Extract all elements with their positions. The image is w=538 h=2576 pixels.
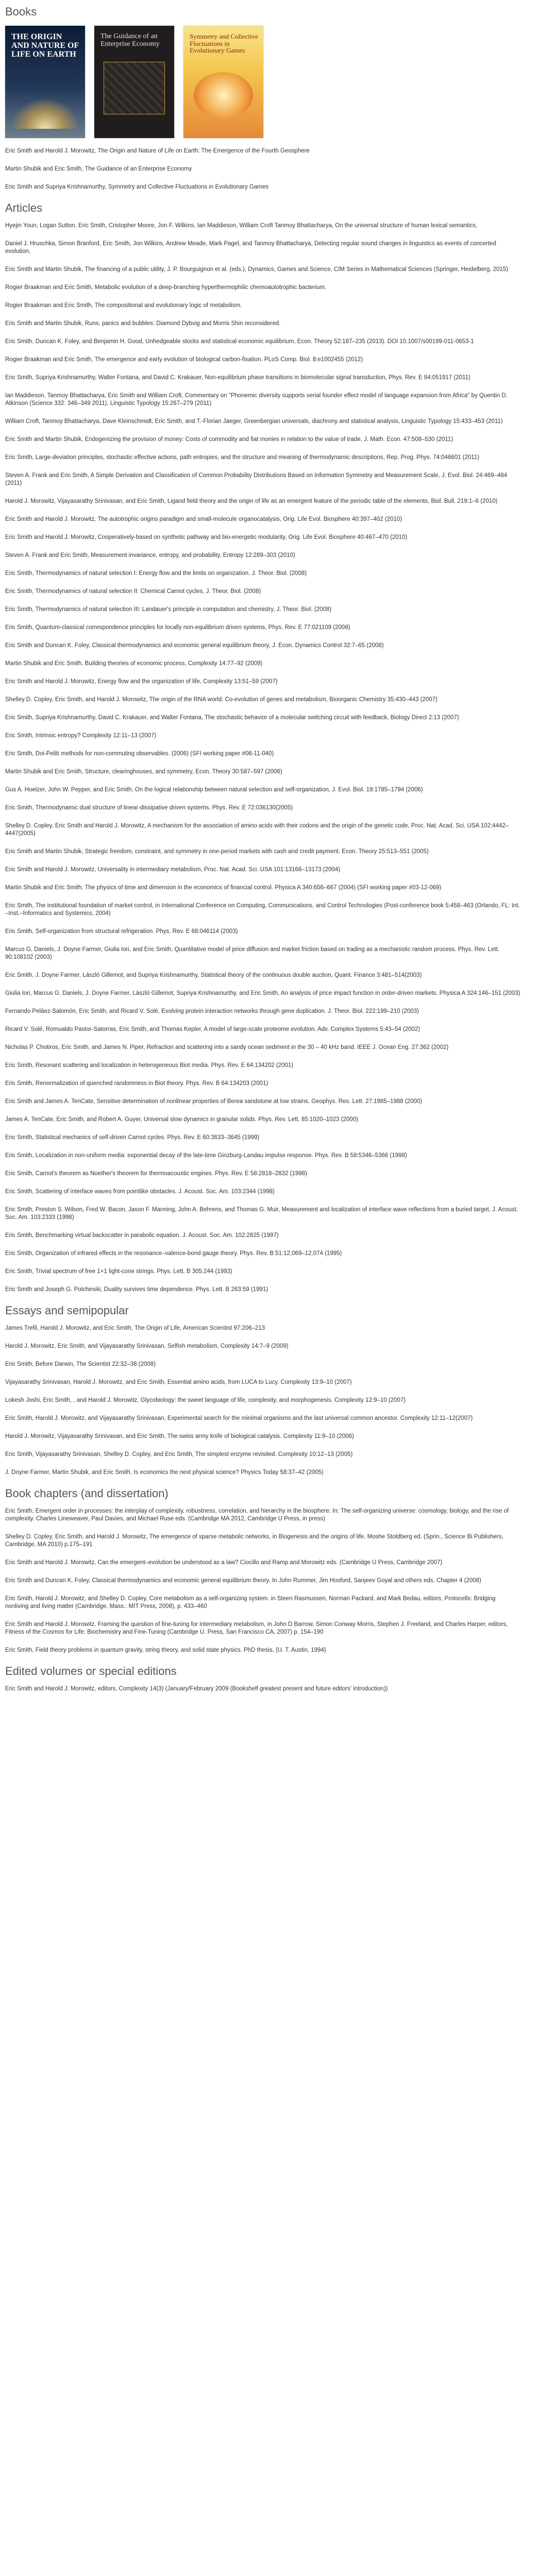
list-item[interactable]: Eric Smith, Organization of infrared effects in the resonance–valence-bond gauge theory. Phys. Rev. B 51:12,069–12,074 (1995) bbox=[5, 1250, 342, 1257]
list-item[interactable]: Eric Smith and Harold J. Morowitz, Framing the question of fine-tuning for intermediary metabolism, in John D Barrow, Simon Conway Morris, Stephen J. Freeland, and Charles Harper, editors, Fitness of the Cosmos for Life: Biochemistry and Fine-Tuning (Cambridge U. Press, San Francisco CA, 2007) p. 154–190 bbox=[5, 1621, 508, 1635]
books-list bbox=[5, 147, 533, 191]
list-item[interactable]: James A. TenCate, Eric Smith, and Robert A. Guyer, Universal slow dynamics in granular solids. Phys. Rev. Lett. 85:1020–1023 (2000) bbox=[5, 1116, 358, 1123]
list-item[interactable]: Eric Smith and Martin Shubik, Runs, panics and bubbles: Diamond Dybvig and Morris Shin reconsidered. bbox=[5, 320, 281, 327]
list-item[interactable]: Vijayasarathy Srinivasan, Harold J. Morowitz, and Eric Smith, Essential amino acids, from LUCA to Lucy. Complexity 13:9–10 (2007) bbox=[5, 1379, 352, 1385]
list-item[interactable]: Eric Smith, Thermodynamics of natural selection III: Landauer's principle in computation and chemistry, J. Theor. Biol. (2008) bbox=[5, 606, 332, 613]
list-item[interactable]: Eric Smith and James A. TenCate, Sensitive determination of nonlinear properties of Berea sandstone at low strains. Geophys. Res. Lett. 27:1985–1988 (2000) bbox=[5, 1098, 423, 1105]
list-item[interactable]: Harold J. Morowitz, Eric Smith, and Vijayasarathy Srinivasan, Selfish metabolism, Complexity 14:7–9 (2009) bbox=[5, 1343, 289, 1349]
list-item[interactable]: Eric Smith, Thermodynamic dual structure of linear-dissipative driven systems, Phys. Rev. E 72:036130(2005) bbox=[5, 805, 293, 811]
list-item[interactable]: Eric Smith and Martin Shubik, The financing of a public utility, J. P. Bourguignon et al. (eds.), Dynamics, Games and Science, CIM Series in Mathematical Sciences (Springer, Heidelberg, 2015) bbox=[5, 266, 509, 273]
list-item[interactable]: Eric Smith, Scattering of interface waves from pointlike obstacles. J. Acoust. Soc. Am. 103:2344 (1998) bbox=[5, 1189, 275, 1195]
book-cover-symmetry[interactable] bbox=[183, 26, 263, 138]
list-item[interactable]: Lokesh Joshi, Eric Smith, , and Harold J. Morowitz, Glycobiology: the sweet language of life, complexity, and morphogenesis. Complexity 12:9–10 (2007) bbox=[5, 1397, 406, 1403]
list-item[interactable]: Harold J. Morowitz, Vijayasarathy Srinivasan, and Eric Smith, The swiss army knife of biological catalysis. Complexity 11:9–10 (2006) bbox=[5, 1433, 354, 1439]
list-item[interactable]: Eric Smith and Joseph G. Polchinski, Duality survives time dependence. Phys. Lett. B 263:59 (1991) bbox=[5, 1286, 268, 1293]
list-item[interactable]: Eric Smith, Supriya Krishnamurthy, Walter Fontana, and David C. Krakauer, Non-equilibrium phase transitions in biomolecular signal transduction, Phys. Rev. E 84:051917 (2011) bbox=[5, 375, 470, 381]
list-item[interactable]: Hyejin Youn, Logan Sutton, Eric Smith, Cristopher Moore, Jon F. Wilkins, Ian Maddieson, William Croft Tanmoy Bhattacharya, On the universal structure of human lexical semantics, bbox=[5, 223, 478, 229]
articles-heading: Articles bbox=[5, 201, 43, 214]
list-item[interactable]: Steven A. Frank and Eric Smith, A Simple Derivation and Classification of Common Probability Distributions Based on Information Symmetry and Measurement Scale, J. Evol. Biol. 24:469–484 (2011) bbox=[5, 472, 508, 486]
list-item[interactable]: Eric Smith, Trivial spectrum of free 1+1 light-cone strings. Phys. Lett. B 305:244 (1993) bbox=[5, 1268, 232, 1275]
list-item[interactable]: Eric Smith, Self-organization from structural refrigeration. Phys. Rev. E 68:046114 (2003) bbox=[5, 928, 238, 935]
list-item[interactable]: Giulia Iori, Marcus G. Daniels, J. Doyne Farmer, László Gillemot, Supriya Krishnamurthy, and Eric Smith, An analysis of price impact function in order-driven markets. Physica A 324:146–151 (2003) bbox=[5, 990, 520, 996]
list-item[interactable]: Eric Smith, Vijayasarathy Srinivasan, Shelley D. Copley, and Eric Smith, The simplest enzyme revisited. Complexity 10:12–13 (2005) bbox=[5, 1451, 353, 1458]
list-item[interactable]: Eric Smith, Carnot's theorem as Noether's theorem for thermoacoustic engines. Phys. Rev. E 58:2818–2832 (1998) bbox=[5, 1171, 307, 1177]
list-item[interactable]: Martin Shubik and Eric Smith, The Guidance of an Enterprise Economy bbox=[5, 166, 192, 172]
list-item[interactable]: Eric Smith, The institutional foundation of market control, in International Conference on Computing, Communications, and Control Technologies (Post-conference book 5:458–463 (Orlando, FL: Int. –Inst.–Informatics and Systemics, 2004) bbox=[5, 903, 520, 917]
book-cover-title: Symmetry and Collective Fluctuations in Evolutionary Games bbox=[190, 32, 258, 55]
list-item[interactable]: Rogier Braakman and Eric Smith, The emergence and early evolution of biological carbon-fixation. PLoS Comp. Biol. 8:e1002455 (2012) bbox=[5, 357, 363, 363]
list-item[interactable]: Harold J. Morowitz, Vijayasarathy Srinivasan, and Eric Smith, Ligand field theory and the origin of life as an emergent feature of the periodic table of the elements, Biol. Bull. 219:1–6 (2010) bbox=[5, 498, 498, 504]
edited-list bbox=[5, 1685, 533, 1693]
list-item[interactable]: Eric Smith, Harold J. Morowitz, and Vijayasarathy Srinivasan, Experimental search for the minimal organisms and the last universal common ancestor. Complexity 12:11–12(2007) bbox=[5, 1415, 473, 1421]
list-item[interactable]: Eric Smith and Duncan K. Foley, Classical thermodynamics and economic general equilibrium theory, J. Econ. Dynamics Control 32:7–65 (2008) bbox=[5, 642, 384, 649]
list-item[interactable]: Fernando Peláez-Salomón, Eric Smith, and Ricard V. Solé, Evolving protein interaction networks through gene duplication. J. Theor. Biol. 222:199–210 (2003) bbox=[5, 1008, 419, 1014]
list-item[interactable]: Eric Smith, Large-deviation principles, stochastic effective actions, path entropies, and the structure and meaning of thermodynamic descriptions, Rep. Prog. Phys. 74:046601 (2011) bbox=[5, 454, 480, 461]
chapters-list bbox=[5, 1507, 533, 1654]
list-item[interactable]: Marcus G. Daniels, J. Doyne Farmer, Giulia Iori, and Eric Smith, Quantitative model of price diffusion and market friction based on trading as a mechanistic random process. Phys. Rev. Lett. 90:108102 (2003) bbox=[5, 946, 499, 960]
books-heading: Books bbox=[5, 5, 37, 18]
book-cover-origin-of-life[interactable] bbox=[5, 26, 85, 138]
list-item[interactable]: Eric Smith, Statistical mechanics of self-driven Carnot cycles. Phys. Rev. E 60:3633–3645 (1999) bbox=[5, 1134, 260, 1141]
list-item[interactable]: Eric Smith and Harold J. Morowitz, Cooperatively-based on synthetic pathway and bio-energetic modularity, Orig. Life Evol. Biosphere 40:467–470 (2010) bbox=[5, 534, 408, 540]
list-item[interactable]: Eric Smith and Harold J. Morowitz, The autotrophic origins paradigm and small-molecule organocatalysis, Orig. Life Evol. Biosphere 40:397–402 (2010) bbox=[5, 516, 402, 522]
list-item[interactable]: Ricard V. Solé, Romualdo Pastor-Satorras, Eric Smith, and Thomas Kepler, A model of large-scale proteome evolution. Adv. Complex Systems 5:43–54 (2002) bbox=[5, 1026, 421, 1032]
list-item[interactable]: Eric Smith, Supriya Krishnamurthy, David C. Krakauer, and Walter Fontana, The stochastic behavior of a molecular switching circuit with feedback, Biology Direct 2:13 (2007) bbox=[5, 715, 459, 721]
essays-heading: Essays and semipopular bbox=[5, 1304, 129, 1317]
list-item[interactable]: Eric Smith, Renormalization of quenched randomness in Biot theory. Phys. Rev. B 64:134203 (2001) bbox=[5, 1080, 268, 1087]
list-item[interactable]: Shelley D. Copley, Eric Smith, and Harold J. Morowitz, The emergence of sparse metabolic networks, in Biogenesis and the origins of life, Moshe Stoldberg ed. (Sprin., Science Bi Publishers, Cambridge, MA 2010) p.175–191 bbox=[5, 1534, 503, 1548]
list-item[interactable]: Eric Smith and Martin Shubik, Endogenizing the provision of money: Costs of commodity and fiat monies in relation to the value of trade, J. Math. Econ. 47:508–530 (2011) bbox=[5, 436, 453, 443]
list-item[interactable]: Eric Smith, Thermodynamics of natural selection II: Chemical Carnot cycles, J. Theor. Biol. (2008) bbox=[5, 588, 261, 595]
list-item[interactable]: Eric Smith, Field theory problems in quantum gravity, string theory, and solid state physics. PhD thesis, (U. T. Austin, 1994) bbox=[5, 1647, 326, 1653]
list-item[interactable]: Eric Smith, Duncan K. Foley, and Benjamin H. Good, Unhedgeable stocks and statistical economic equilibrium, Econ. Theory 52:187–235 (2013). DOI 10.1007/s00199-011-0653-1 bbox=[5, 338, 474, 345]
list-item[interactable]: J. Doyne Farmer, Martin Shubik, and Eric Smith, Is economics the next physical science? Physics Today 58:37–42 (2005) bbox=[5, 1469, 324, 1476]
list-item[interactable]: Eric Smith, Emergent order in processes: the interplay of complexity, robustness, correlation, and hierarchy in the biosphere. In: The self-organizing universe: cosmology, biology, and the rise of complexity. Charles Lineweaver, Paul Davies, and Michael Ruse eds. (Cambridge MA 2012, Cambridge U Press, in press) bbox=[5, 1508, 509, 1522]
list-item[interactable]: Eric Smith, Harold J. Morowitz, and Shelley D. Copley, Core metabolism as a self-organizing system. in Steen Rasmussen, Norman Packard, and Mark Bedau, editors, Protocells: Bridging nonliving and living matter (Cambridge, Mass.: MIT Press, 2008), p. 433–460 bbox=[5, 1596, 496, 1609]
list-item[interactable]: Martin Shubik and Eric Smith, Structure, clearinghouses, and symmetry, Econ. Theory 30:587–597 (2006) bbox=[5, 769, 282, 775]
list-item[interactable]: Steven A. Frank and Eric Smith, Measurement invariance, entropy, and probability, Entropy 12:289–303 (2010) bbox=[5, 552, 295, 558]
essays-list bbox=[5, 1325, 533, 1477]
list-item[interactable]: Rogier Braakman and Eric Smith, Metabolic evolution of a deep-branching hyperthermophilic chemoautotrophic bacterium. bbox=[5, 284, 327, 291]
list-item[interactable]: Eric Smith and Harold J. Morowitz, The Origin and Nature of Life on Earth: The Emergence of the Fourth Geosphere bbox=[5, 148, 310, 154]
list-item[interactable]: Nicholas P. Chotiros, Eric Smith, and James N. Piper, Refraction and scattering into a sandy ocean sediment in the 30 – 40 kHz band. IEEE J. Ocean Eng. 27:362 (2002) bbox=[5, 1044, 449, 1050]
list-item[interactable]: Eric Smith, Preston S. Wilson, Fred W. Bacon, Jason F. Manning, John A. Behrens, and Thomas G. Muir, Measurement and localization of interface wave reflections from a buried target. J. Acoust. Soc. Am. 103:2333 (1998) bbox=[5, 1207, 518, 1221]
list-item[interactable]: Ian Maddieson, Tanmoy Bhattacharya, Eric Smith and William Croft, Commentary on "Phonemic diversity supports serial founder effect model of language expansion from Africa" by Quentin D. Atkinson (Science 332: 346–349 2011). Linguistic Typology 15:267–279 (2011) bbox=[5, 393, 508, 406]
list-item[interactable]: Eric Smith, Benchmarking virtual backscatter in parabolic equation. J. Acoust. Soc. Am. 102:2825 (1997) bbox=[5, 1232, 279, 1239]
list-item[interactable]: William Croft, Tanmoy Bhattacharya, Dave Kleinschmidt, Eric Smith, and T.-Florian Jaeger, Greenbergian universals, diachrony and statistical analysis, Linguistic Typology 15:433–453 (2011) bbox=[5, 418, 503, 425]
book-covers bbox=[5, 26, 533, 138]
list-item[interactable]: Rogier Braakman and Eric Smith, The compositional and evolutionary logic of metabolism. bbox=[5, 302, 242, 309]
book-cover-title: THE ORIGIN AND NATURE OF LIFE ON EARTH bbox=[11, 32, 79, 59]
list-item[interactable]: Shelley D. Copley, Eric Smith, and Harold J. Morowitz, The origin of the RNA world: Co-evolution of genes and metabolism, Bioorganic Chemistry 35:430–443 (2007) bbox=[5, 697, 438, 703]
list-item[interactable]: Eric Smith and Harold J. Morowitz, editors, Complexity 14(3) (January/February 2009 (Bookshelf greatest present and future editors' introduction)) bbox=[5, 1686, 388, 1692]
publications-page bbox=[0, 5, 538, 1693]
list-item[interactable]: Martin Shubik and Eric Smith, Building theories of economic process, Complexity 14:77–92 (2009) bbox=[5, 660, 263, 667]
sun-orb-icon bbox=[194, 72, 253, 118]
list-item[interactable]: Eric Smith and Duncan K. Foley, Classical thermodynamics and economic general equilibrium theory. In John Rummer, Jim Hosford, Sanjeev Goyal and others eds, Chapter 4 (2008) bbox=[5, 1578, 481, 1584]
earth-horizon-icon bbox=[10, 98, 80, 129]
list-item[interactable]: Eric Smith, Intrinsic entropy? Complexity 12:11–13 (2007) bbox=[5, 733, 157, 739]
list-item[interactable]: Eric Smith, Localization in non-uniform media: exponential decay of the late-time Ginzburg-Landau impulse response. Phys. Rev. B 58:5346–5366 (1998) bbox=[5, 1153, 407, 1159]
list-item[interactable]: Eric Smith and Supriya Krishnamurthy, Symmetry and Collective Fluctuations in Evolutionary Games bbox=[5, 184, 269, 190]
list-item[interactable]: Eric Smith, Quantum-classical correspondence principles for locally non-equilibrium driven systems, Phys. Rev. E 77:021109 (2008) bbox=[5, 624, 350, 631]
list-item[interactable]: Daniel J. Hruschka, Simon Branford, Eric Smith, Jon Wilkins, Andrew Meade, Mark Pagel, and Tanmoy Bhattacharya, Detecting regular sound changes in linguistics as events of concerted evolution, bbox=[5, 241, 496, 255]
list-item[interactable]: Eric Smith, Before Darwin, The Scientist 22:32–38 (2008) bbox=[5, 1361, 156, 1367]
list-item[interactable]: Martin Shubik and Eric Smith, The physics of time and dimension in the economics of financial control. Physica A 340:656–667 (2004) (SFI working paper #03-12-069) bbox=[5, 885, 442, 891]
list-item[interactable]: Eric Smith and Harold J. Morowitz, Energy flow and the organization of life, Complexity 13:51–59 (2007) bbox=[5, 679, 278, 685]
list-item[interactable]: Eric Smith, Thermodynamics of natural selection I: Energy flow and the limits on organization. J. Theor. Biol. (2008) bbox=[5, 570, 307, 577]
articles-list bbox=[5, 222, 533, 1294]
book-cover-title: The Guidance of an Enterprise Economy bbox=[100, 32, 160, 48]
book-cover-guidance[interactable] bbox=[94, 26, 174, 138]
list-item[interactable]: James Trefil, Harold J. Morowitz, and Eric Smith, The Origin of Life, American Scientist 97:206–213 bbox=[5, 1325, 265, 1331]
list-item[interactable]: Eric Smith and Harold J. Morowitz, Can the emergent–evolution be understood as a law? Ciocillo and Ramp and Morowitz eds. (Cambridge U Press, Cambridge 2007) bbox=[5, 1560, 443, 1566]
list-item[interactable]: Eric Smith, Resonant scattering and localization in heterogeneous Biot media. Phys. Rev. E 64:134202 (2001) bbox=[5, 1062, 294, 1069]
list-item[interactable]: Eric Smith, Doi-Peliti methods for non-commuting observables. (2006) (SFI working paper #06-11-040) bbox=[5, 751, 274, 757]
list-item[interactable]: Gus A. Hoelzer, John W. Pepper, and Eric Smith, On the logical relationship between natural selection and self-organization, J. Evol. Biol. 19:1785–1794 (2006) bbox=[5, 787, 423, 793]
list-item[interactable]: Eric Smith and Harold J. Morowitz, Universality in intermediary metabolism, Proc. Nat. Acad. Sci. USA 101:13168–13173 (2004) bbox=[5, 867, 341, 873]
edited-heading: Edited volumes or special editions bbox=[5, 1665, 177, 1677]
list-item[interactable]: Eric Smith, J. Doyne Farmer, László Gillemot, and Supriya Krishnamurthy, Statistical theory of the continuous double auction, Quant. Finance 3:481–514(2003) bbox=[5, 972, 422, 978]
stained-glass-icon bbox=[104, 62, 165, 114]
list-item[interactable]: Shelley D. Copley, Eric Smith and Harold J. Morowitz, A mechanism for the association of amino acids with their codons and the origin of the genetic code, Proc. Nat. Acad. Sci. USA 102:4442–4447(2005) bbox=[5, 823, 509, 837]
list-item[interactable]: Eric Smith and Martin Shubik, Strategic freedom, constraint, and symmetry in one-period markets with cash and credit payment. Econ. Theory 25:513–551 (2005) bbox=[5, 849, 429, 855]
chapters-heading: Book chapters (and dissertation) bbox=[5, 1487, 169, 1500]
